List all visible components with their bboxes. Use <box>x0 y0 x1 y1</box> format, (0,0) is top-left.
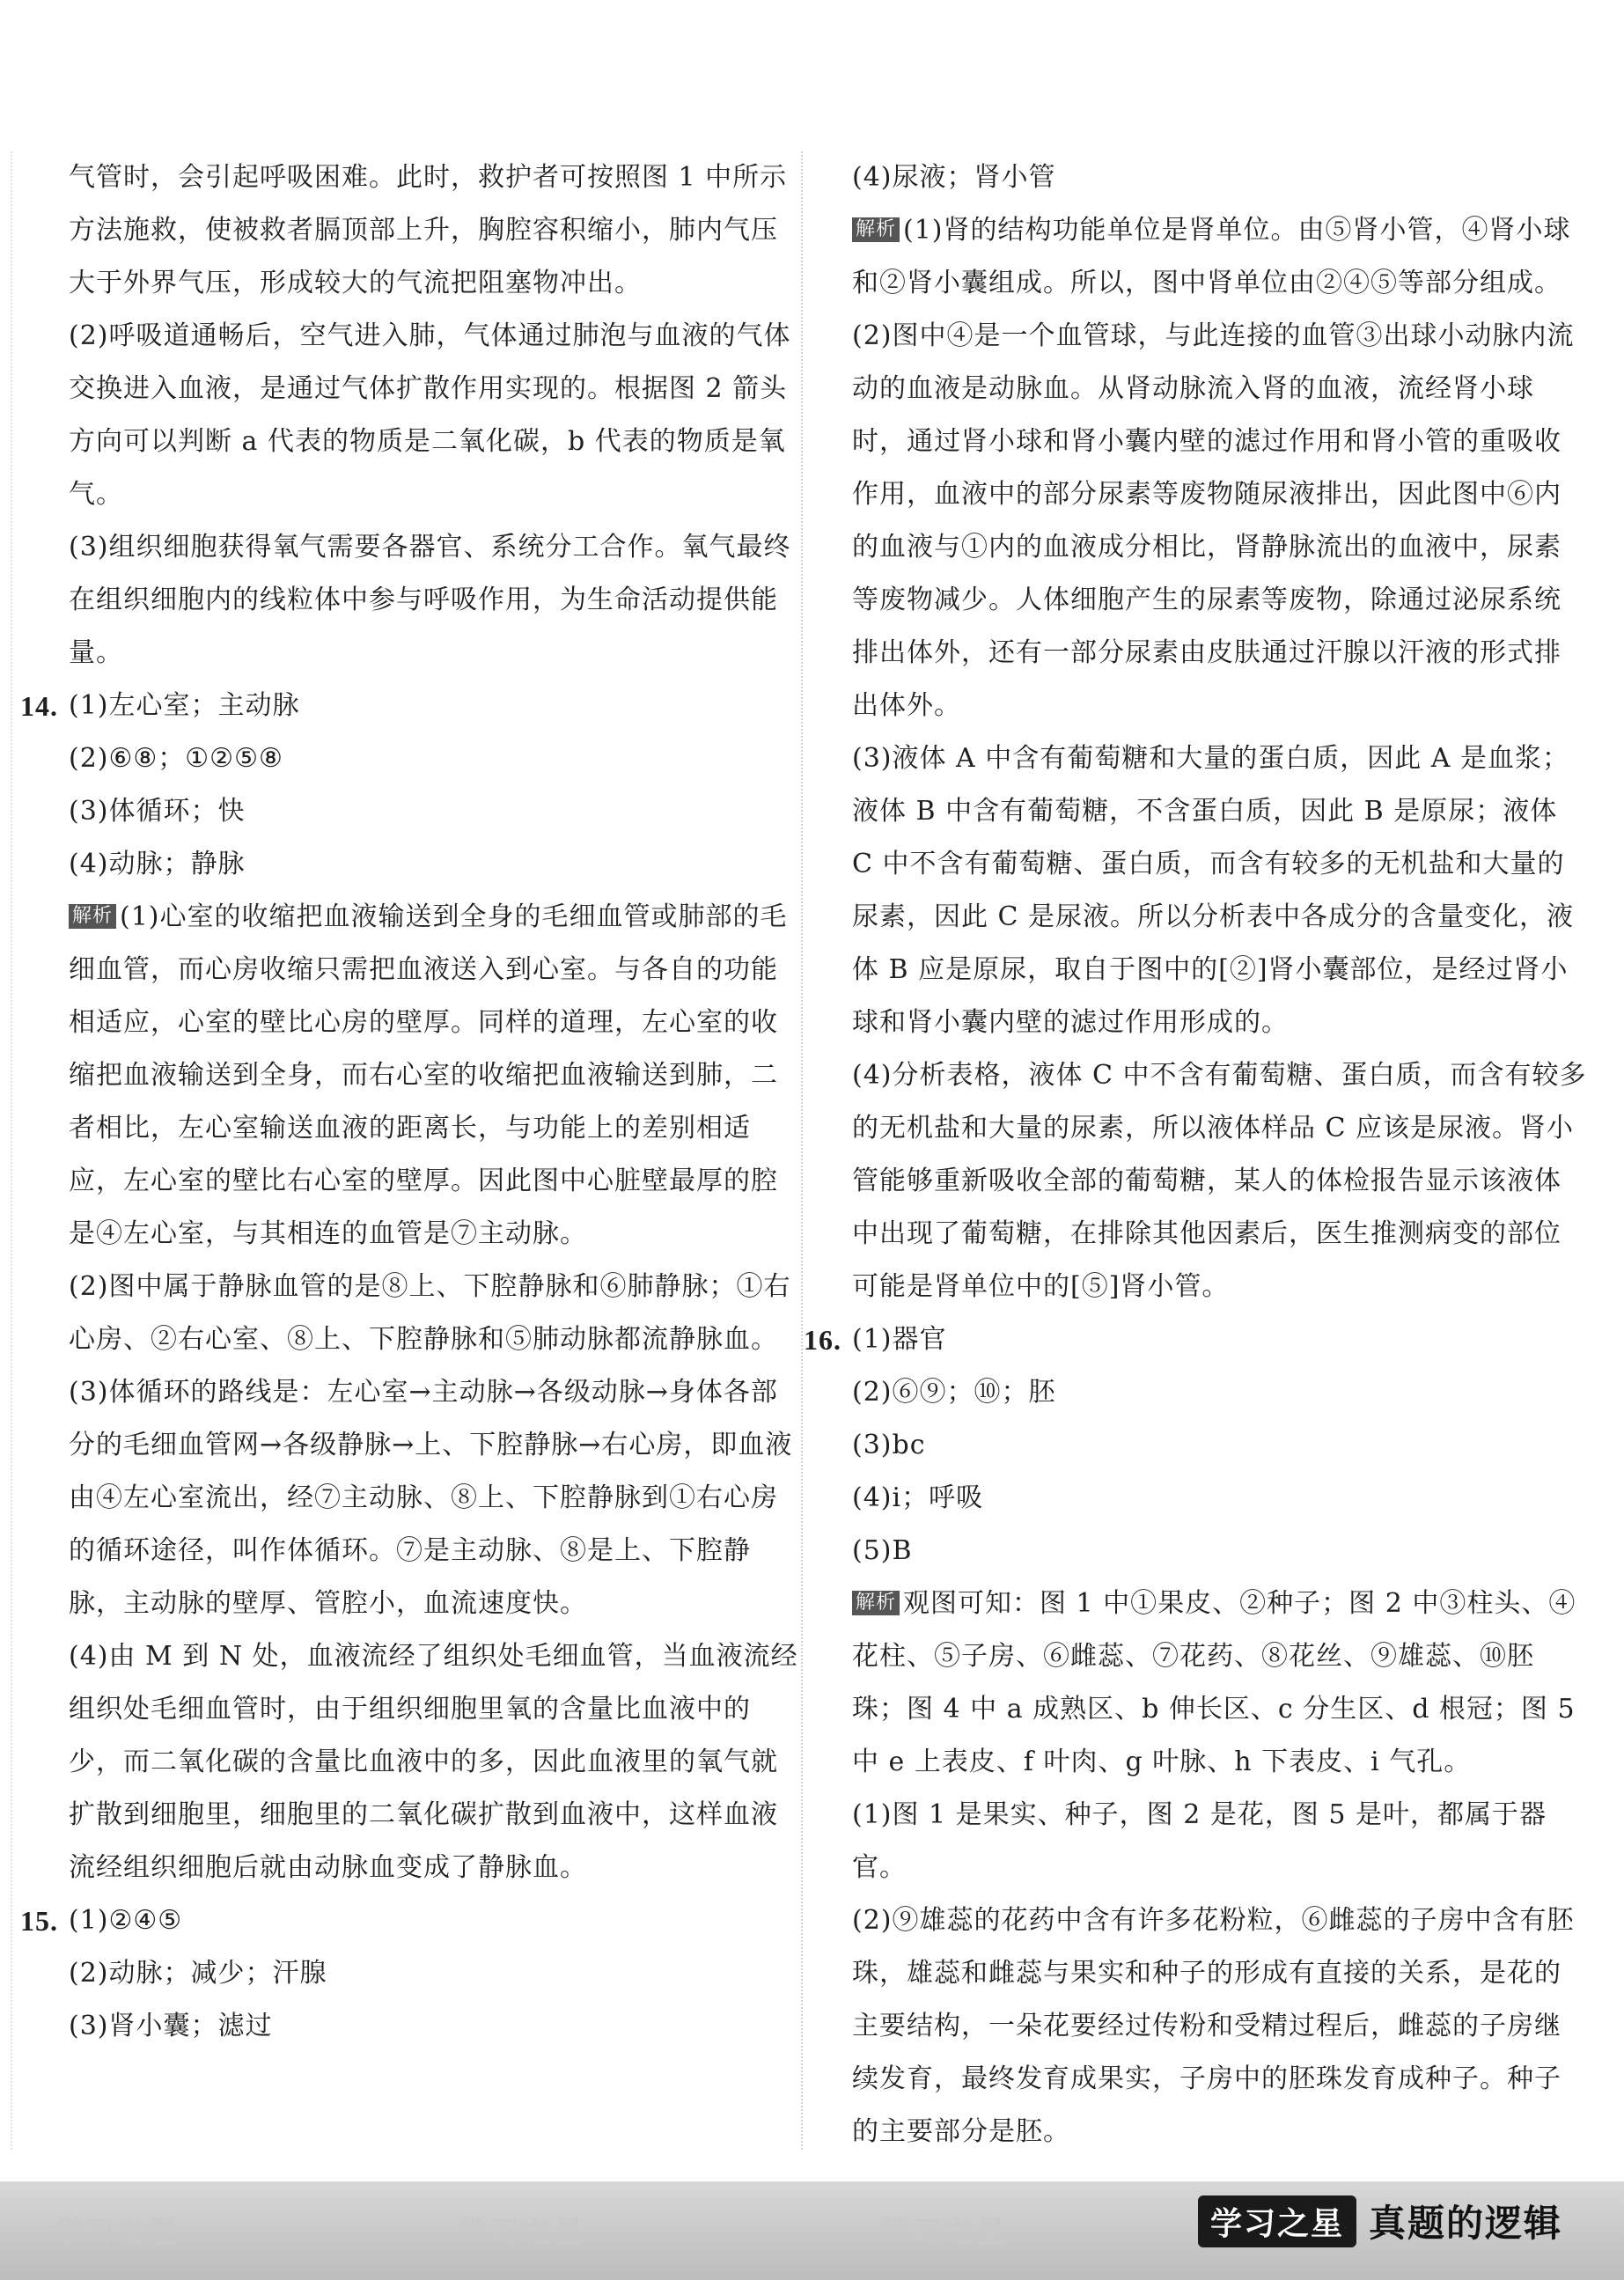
analysis-item <box>852 1578 1587 1789</box>
paragraph: (3)体循环的路线是：左心室→主动脉→各级动脉→身体各部分的毛细血管网→各级静脉→上、下腔静脉→右心房，即血液由④左心室流出，经⑦主动脉、⑧上、下腔静脉到①右心房的循环途径，叫作体循环。⑦是主动脉、⑧是上、下腔静脉，主动脉的壁厚、管腔小，血流速度快。 <box>69 1377 793 1619</box>
answer-item <box>20 1894 804 1947</box>
paragraph: (2)图中④是一个血管球，与此连接的血管③出球小动脉内流动的血液是动脉血。从肾动脉流入肾的血液，流经肾小球时，通过肾小球和肾小囊内壁的滤过作用和肾小管的重吸收作用，血液中的部分尿素等废物随尿液排出，因此图中⑥内的血液与①内的血液成分相比，肾静脉流出的血液中，尿素等废物减少。人体细胞产生的尿素等废物，除通过泌尿系统排出体外，还有一部分尿素由皮肤通过汗腺以汗液的形式排出体外。 <box>852 320 1575 721</box>
question-number: 14. <box>20 690 58 722</box>
footer-watermark: 学习之星 <box>53 2215 180 2250</box>
paragraph: (4)尿液；肾小管 <box>852 162 1056 193</box>
answer-item <box>20 680 804 732</box>
paragraph: (2)动脉；减少；汗腺 <box>69 1958 327 1989</box>
paragraph: (3)bc <box>852 1430 926 1460</box>
analysis-item <box>852 204 1587 310</box>
paragraph: (2)⑥⑧；①②⑤⑧ <box>69 743 283 774</box>
answer-item <box>804 1313 1587 1366</box>
paragraph: (4)分析表格，液体 C 中不含有葡萄糖、蛋白质，而含有较多的无机盐和大量的尿素，所以液体样品 C 应该是尿液。肾小管能够重新吸收全部的葡萄糖，某人的体检报告显示该液体中出现了葡萄糖，在排除其他因素后，医生推测病变的部位可能是肾单位中的[⑤]肾小管。 <box>852 1060 1587 1302</box>
paragraph: (4)动脉；静脉 <box>69 849 246 879</box>
question-number: 16. <box>804 1324 841 1356</box>
analysis-item <box>69 891 804 1261</box>
analysis-tag: 解析 <box>852 1591 900 1615</box>
footer-watermark: 学习之星 <box>880 2215 1007 2250</box>
answer-text: (1)左心室；主动脉 <box>69 690 300 721</box>
footer-brand <box>1198 2190 1562 2252</box>
paragraph: (3)肾小囊；滤过 <box>69 2011 273 2041</box>
paragraph: (2)⑥⑨；⑩；胚 <box>852 1377 1056 1408</box>
paragraph: (3)液体 A 中含有葡萄糖和大量的蛋白质，因此 A 是血浆；液体 B 中含有葡萄糖，不含蛋白质，因此 B 是原尿；液体 C 中不含有葡萄糖、蛋白质，而含有较多的无机盐和大量的尿素，因此 C 是尿液。所以分析表中各成分的含量变化，液体 B 应是原尿，取自于图中的[②]肾小囊部位，是经过肾小球和肾小囊内壁的滤过作用形成的。 <box>852 743 1575 1038</box>
paragraph: (1)图 1 是果实、种子，图 2 是花，图 5 是叶，都属于器官。 <box>852 1799 1547 1883</box>
analysis-tag: 解析 <box>852 217 900 242</box>
paragraph: (3)体循环；快 <box>69 796 246 827</box>
paragraph: (4)由 M 到 N 处，血液流经了组织处毛细血管，当血液流经组织处毛细血管时，由于组织细胞里氧的含量比血液中的少，而二氧化碳的含量比血液中的多，因此血液里的氧气就扩散到细胞里，细胞里的二氧化碳扩散到血液中，这样血液流经组织细胞后就由动脉血变成了静脉血。 <box>69 1641 798 1883</box>
brand-slogan: 真题的逻辑 <box>1368 2202 1562 2245</box>
answer-text: (1)器官 <box>852 1324 947 1355</box>
question-number: 15. <box>20 1905 58 1937</box>
paragraph: (2)呼吸道通畅后，空气进入肺，气体通过肺泡与血液的气体交换进入血液，是通过气体扩散作用实现的。根据图 2 箭头方向可以判断 a 代表的物质是二氧化碳，b 代表的物质是氧气。 <box>69 320 791 510</box>
left-column <box>20 151 804 2053</box>
footer-watermark: 学习之星 <box>458 2215 584 2250</box>
paragraph: (2)图中属于静脉血管的是⑧上、下腔静脉和⑥肺静脉；①右心房、②右心室、⑧上、下腔静脉和⑤肺动脉都流静脉血。 <box>69 1271 791 1355</box>
analysis-text: (1)心室的收缩把血液输送到全身的毛细血管或肺部的毛细血管，而心房收缩只需把血液送入到心室。与各自的功能相适应，心室的壁比心房的壁厚。同样的道理，左心室的收缩把血液输送到全身，而右心室的收缩把血液输送到肺，二者相比，左心室输送血液的距离长，与功能上的差别相适应，左心室的壁比右心室的壁厚。因此图中心脏壁最厚的腔是④左心室，与其相连的血管是⑦主动脉。 <box>69 901 788 1249</box>
paragraph: (4)i；呼吸 <box>852 1482 984 1513</box>
right-column <box>804 151 1587 2159</box>
binding-margin-line <box>11 151 12 2150</box>
paragraph: 气管时，会引起呼吸困难。此时，救护者可按照图 1 中所示方法施救，使被救者膈顶部上升，胸腔容积缩小，肺内气压大于外界气压，形成较大的气流把阻塞物冲出。 <box>69 162 788 298</box>
paragraph: (5)B <box>852 1535 913 1566</box>
column-divider <box>801 151 803 2150</box>
analysis-tag: 解析 <box>69 904 116 929</box>
paragraph: (2)⑨雄蕊的花药中含有许多花粉粒，⑥雌蕊的子房中含有胚珠，雄蕊和雌蕊与果实和种子的形成有直接的关系，是花的主要结构，一朵花要经过传粉和受精过程后，雌蕊的子房继续发育，最终发育成果实，子房中的胚珠发育成种子。种子的主要部分是胚。 <box>852 1905 1575 2147</box>
analysis-text: 观图可知：图 1 中①果皮、②种子；图 2 中③柱头、④花柱、⑤子房、⑥雌蕊、⑦花药、⑧花丝、⑨雄蕊、⑩胚珠；图 4 中 a 成熟区、b 伸长区、c 分生区、d 根冠；图 5 中 e 上表皮、f 叶肉、g 叶脉、h 下表皮、i 气孔。 <box>852 1588 1576 1777</box>
analysis-text: (1)肾的结构功能单位是肾单位。由⑤肾小管，④肾小球和②肾小囊组成。所以，图中肾单位由②④⑤等部分组成。 <box>852 215 1571 298</box>
paragraph: (3)组织细胞获得氧气需要各器官、系统分工合作。氧气最终在组织细胞内的线粒体中参与呼吸作用，为生命活动提供能量。 <box>69 532 791 668</box>
answer-text: (1)②④⑤ <box>69 1905 183 1936</box>
brand-logo: 学习之星 <box>1198 2195 1356 2247</box>
